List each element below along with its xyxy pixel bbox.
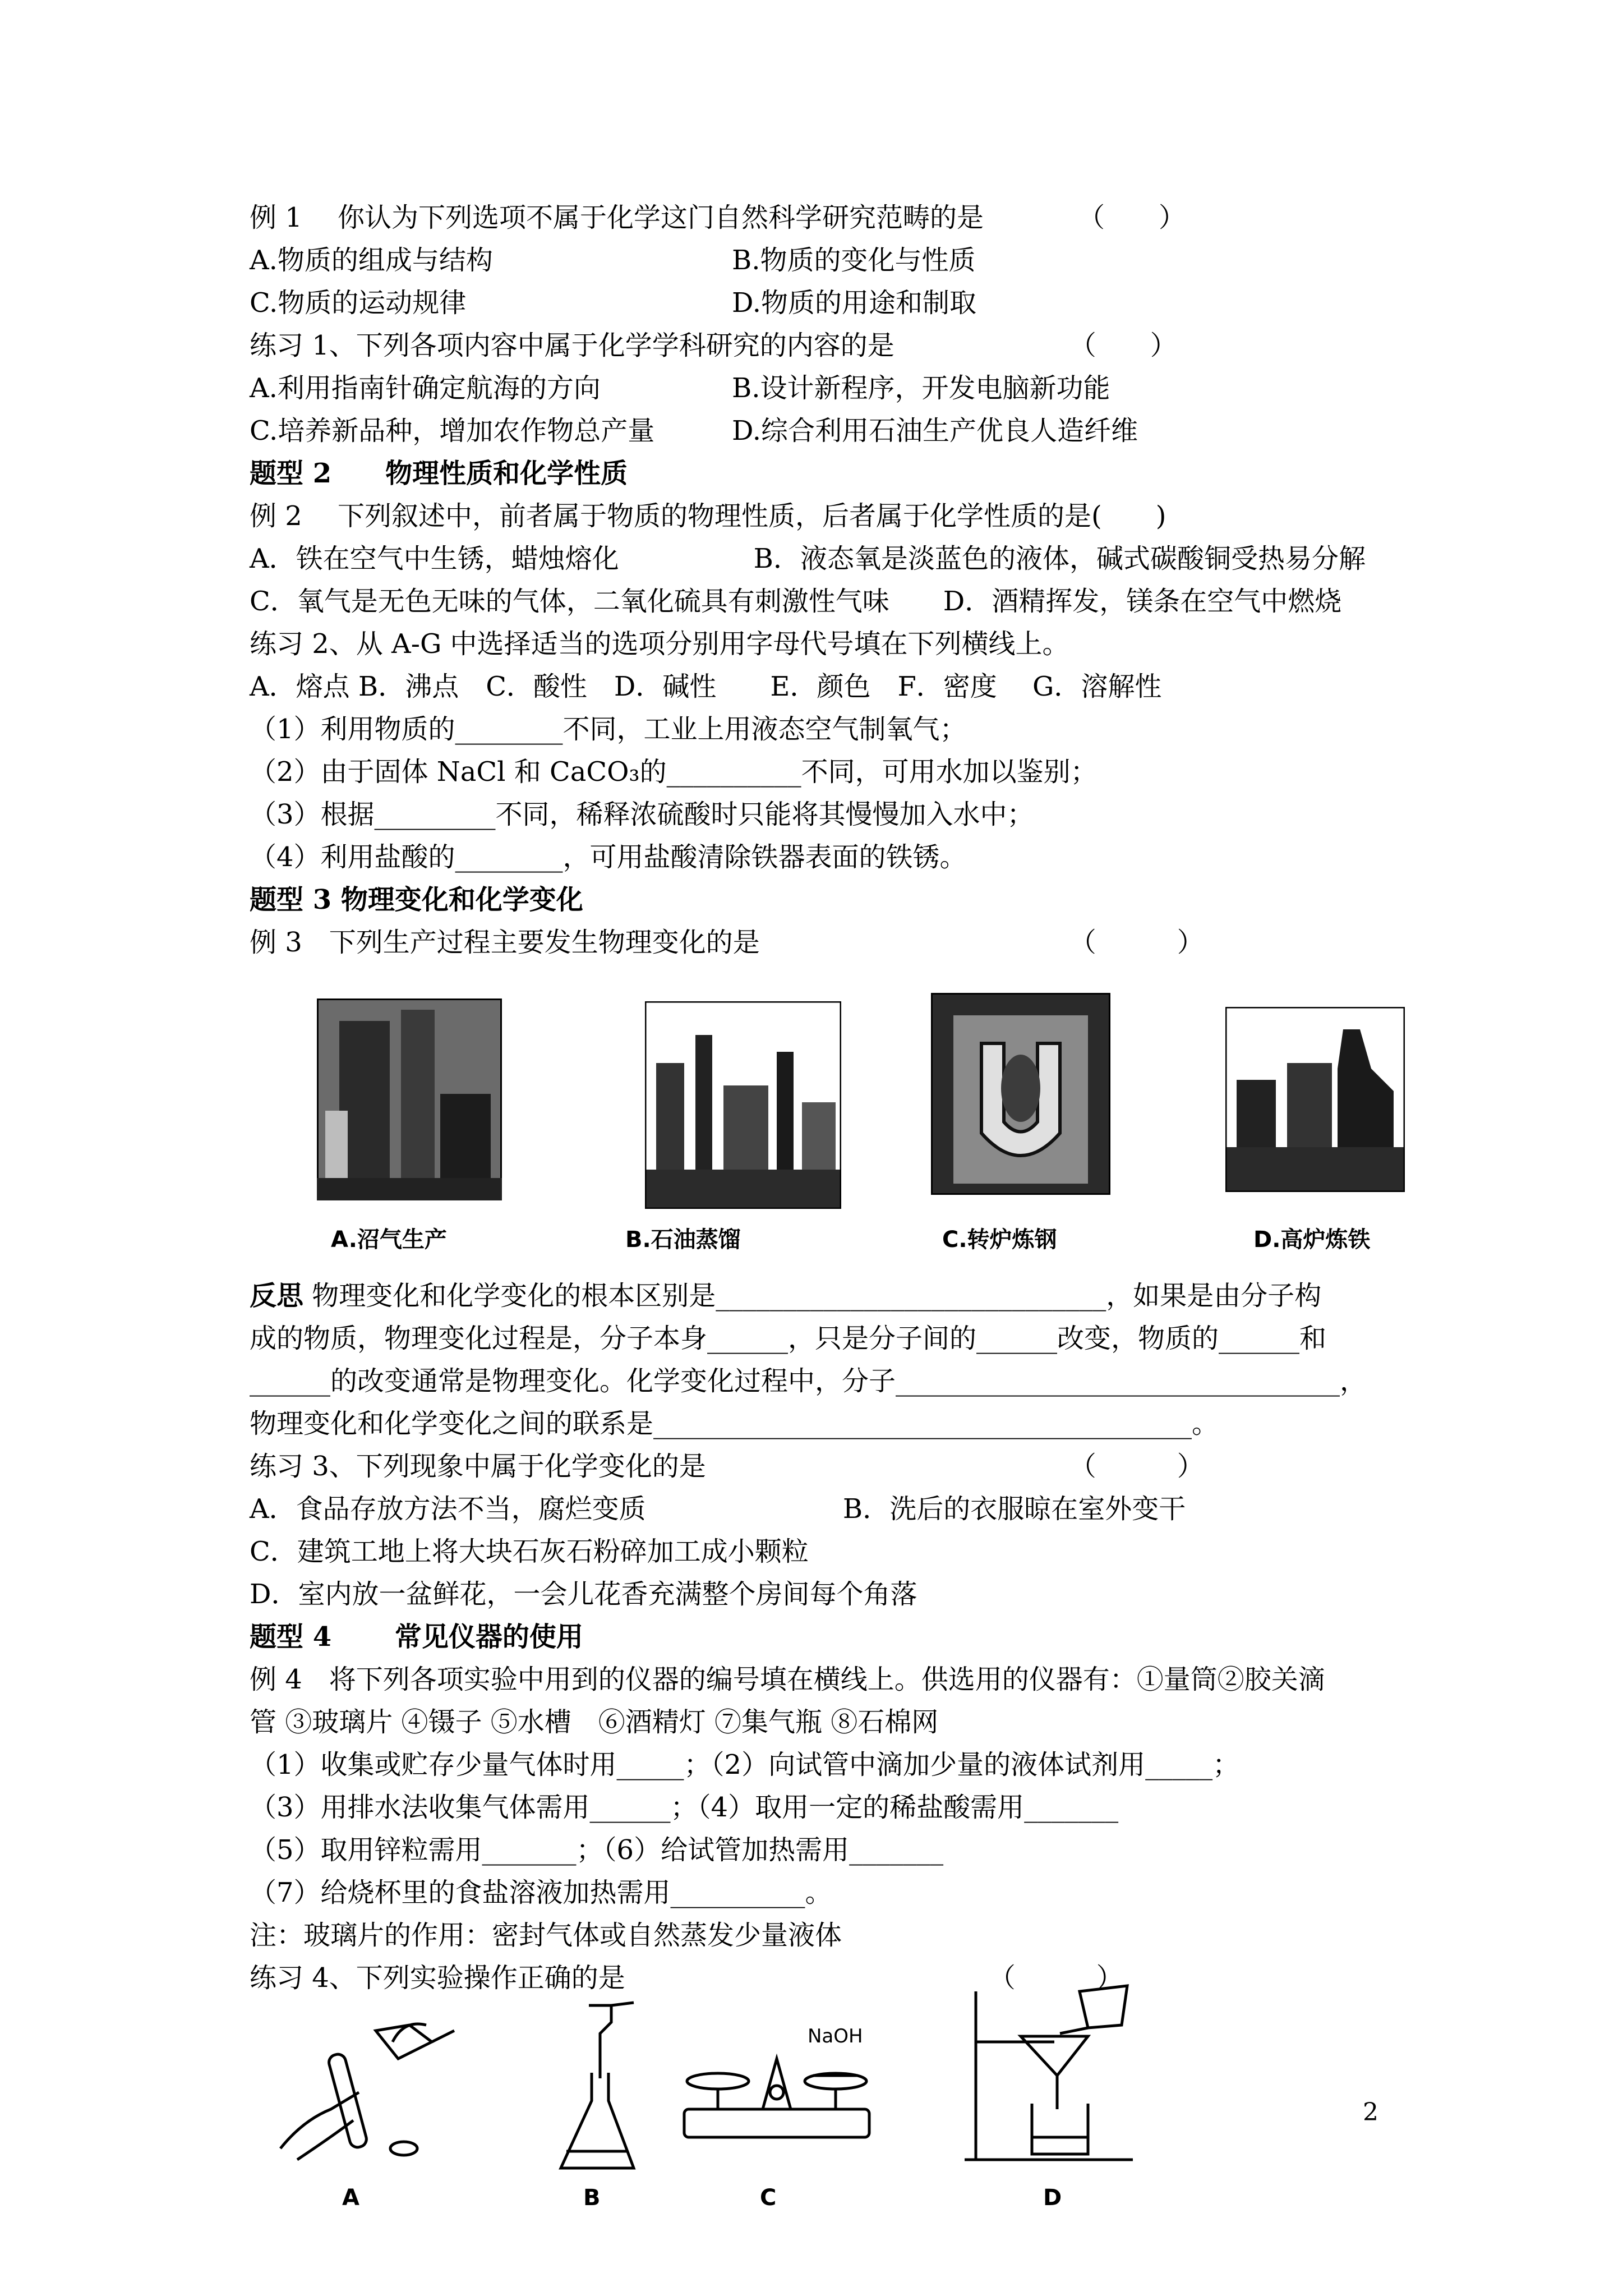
reflection-text-1: 物理变化和化学变化的根本区别是_____________________________，如果是由分子构 — [303, 1280, 1322, 1312]
example-1-option-c: C.物质的运动规律 — [250, 287, 467, 319]
example-1-option-d: D.物质的用途和制取 — [732, 287, 977, 319]
practice-2-item-1: （1）利用物质的________不同，工业上用液态空气制氧气； — [250, 714, 967, 745]
reflection-line-4: 物理变化和化学变化之间的联系是________________________________________。 — [250, 1408, 1219, 1439]
balance-drawing — [673, 2042, 880, 2143]
page-number: 2 — [1363, 2098, 1378, 2127]
practice-2-item-4: （4）利用盐酸的________，可用盐酸清除铁器表面的铁锈。 — [250, 841, 967, 873]
example-1-option-b: B.物质的变化与性质 — [732, 245, 976, 276]
dropper-test-tube-drawing — [264, 2008, 465, 2171]
blast-furnace-image — [1225, 1007, 1405, 1192]
practice-1-option-a: A.利用指南针确定航海的方向 — [250, 372, 601, 404]
reflection-label: 反思 — [250, 1280, 304, 1312]
photo-caption-a: A.沼气生产 — [331, 1227, 447, 1253]
reflection-line-3: ______的改变通常是物理变化。化学变化过程中，分子_________________________________， — [250, 1365, 1367, 1397]
oil-distillation-image — [645, 1001, 841, 1209]
photo-caption-c: C.转炉炼钢 — [942, 1227, 1057, 1253]
glass-plate-note: 注：玻璃片的作用：密封气体或自然蒸发少量液体 — [250, 1920, 842, 1951]
example-1-option-a: A.物质的组成与结构 — [250, 245, 493, 276]
practice-1-question: 练习 1、下列各项内容中属于化学学科研究的内容的是 （ ） — [250, 330, 1177, 361]
practice-3-option-c: C．建筑工地上将大块石灰石粉碎加工成小颗粒 — [250, 1536, 809, 1567]
apparatus-caption-c: C — [760, 2185, 777, 2211]
practice-4-question: 练习 4、下列实验操作正确的是 （ ） — [250, 1962, 1123, 1994]
practice-3-options-ab: A．食品存放方法不当，腐烂变质 B．洗后的衣服晾在室外变干 — [250, 1493, 1186, 1525]
example-4-question-line-2: 管 ③玻璃片 ④镊子 ⑤水槽 ⑥酒精灯 ⑦集气瓶 ⑧石棉网 — [250, 1706, 939, 1738]
practice-1-option-c: C.培养新品种，增加农作物总产量 — [250, 415, 655, 447]
example-2-options-ab: A．铁在空气中生锈，蜡烛熔化 B．液态氧是淡蓝色的液体，碱式碳酸铜受热易分解 — [250, 543, 1366, 574]
example-2-question: 例 2 下列叙述中，前者属于物质的物理性质，后者属于化学性质的是( ) — [250, 500, 1166, 532]
photo-caption-b: B.石油蒸馏 — [625, 1227, 741, 1253]
section-3-heading: 题型 3 物理变化和化学变化 — [250, 884, 583, 915]
section-4-heading: 题型 4 常见仪器的使用 — [250, 1621, 583, 1653]
practice-2-item-3: （3）根据_________不同，稀释浓硫酸时只能将其慢慢加入水中； — [250, 799, 1034, 830]
practice-2-item-2: （2）由于固体 NaCl 和 CaCO₃的__________不同，可用水加以鉴别； — [250, 756, 1098, 788]
example-4-item-2: （3）用排水法收集气体需用______；（4）取用一定的稀盐酸需用_______ — [250, 1792, 1119, 1823]
biogas-plant-image — [317, 999, 502, 1200]
example-4-item-1: （1）收集或贮存少量气体时用_____；（2）向试管中滴加少量的液体试剂用_____； — [250, 1749, 1240, 1780]
example-4-item-4: （7）给烧杯里的食盐溶液加热需用__________。 — [250, 1877, 832, 1908]
practice-3-question: 练习 3、下列现象中属于化学变化的是 （ ） — [250, 1451, 1204, 1482]
example-3-question: 例 3 下列生产过程主要发生物理变化的是 （ ） — [250, 927, 1204, 958]
practice-3-option-d: D．室内放一盆鲜花，一会儿花香充满整个房间每个角落 — [250, 1579, 917, 1610]
practice-2-options: A．熔点 B．沸点 C．酸性 D．碱性 E．颜色 F．密度 G．溶解性 — [250, 671, 1162, 702]
converter-steelmaking-image — [931, 993, 1110, 1195]
filtration-drawing — [959, 1980, 1144, 2171]
reflection-line-2: 成的物质，物理变化过程是，分子本身______，只是分子间的______改变，物质的______和 — [250, 1323, 1327, 1354]
example-4-question-line-1: 例 4 将下列各项实验中用到的仪器的编号填在横线上。供选用的仪器有：①量筒②胶关滴 — [250, 1664, 1325, 1695]
practice-2-question: 练习 2、从 A-G 中选择适当的选项分别用字母代号填在下列横线上。 — [250, 628, 1069, 660]
photo-caption-d: D.高炉炼铁 — [1253, 1227, 1371, 1253]
apparatus-caption-a: A — [342, 2185, 359, 2211]
practice-1-option-d: D.综合利用石油生产优良人造纤维 — [732, 415, 1138, 447]
example-1-question: 例 1 你认为下列选项不属于化学这门自然科学研究范畴的是 （ ） — [250, 202, 1186, 233]
example-2-options-cd: C．氧气是无色无味的气体，二氧化硫具有刺激性气味 D．酒精挥发，镁条在空气中燃烧 — [250, 586, 1342, 617]
apparatus-caption-d: D — [1043, 2185, 1062, 2211]
flask-dropper-drawing — [550, 1994, 645, 2179]
naoh-label: NaOH — [808, 2025, 863, 2047]
section-2-heading: 题型 2 物理性质和化学性质 — [250, 458, 628, 489]
example-4-item-3: （5）取用锌粒需用_______；（6）给试管加热需用_______ — [250, 1834, 944, 1866]
practice-1-option-b: B.设计新程序，开发电脑新功能 — [732, 372, 1110, 404]
reflection-line-1 — [250, 1274, 1321, 1317]
apparatus-caption-b: B — [583, 2185, 601, 2211]
